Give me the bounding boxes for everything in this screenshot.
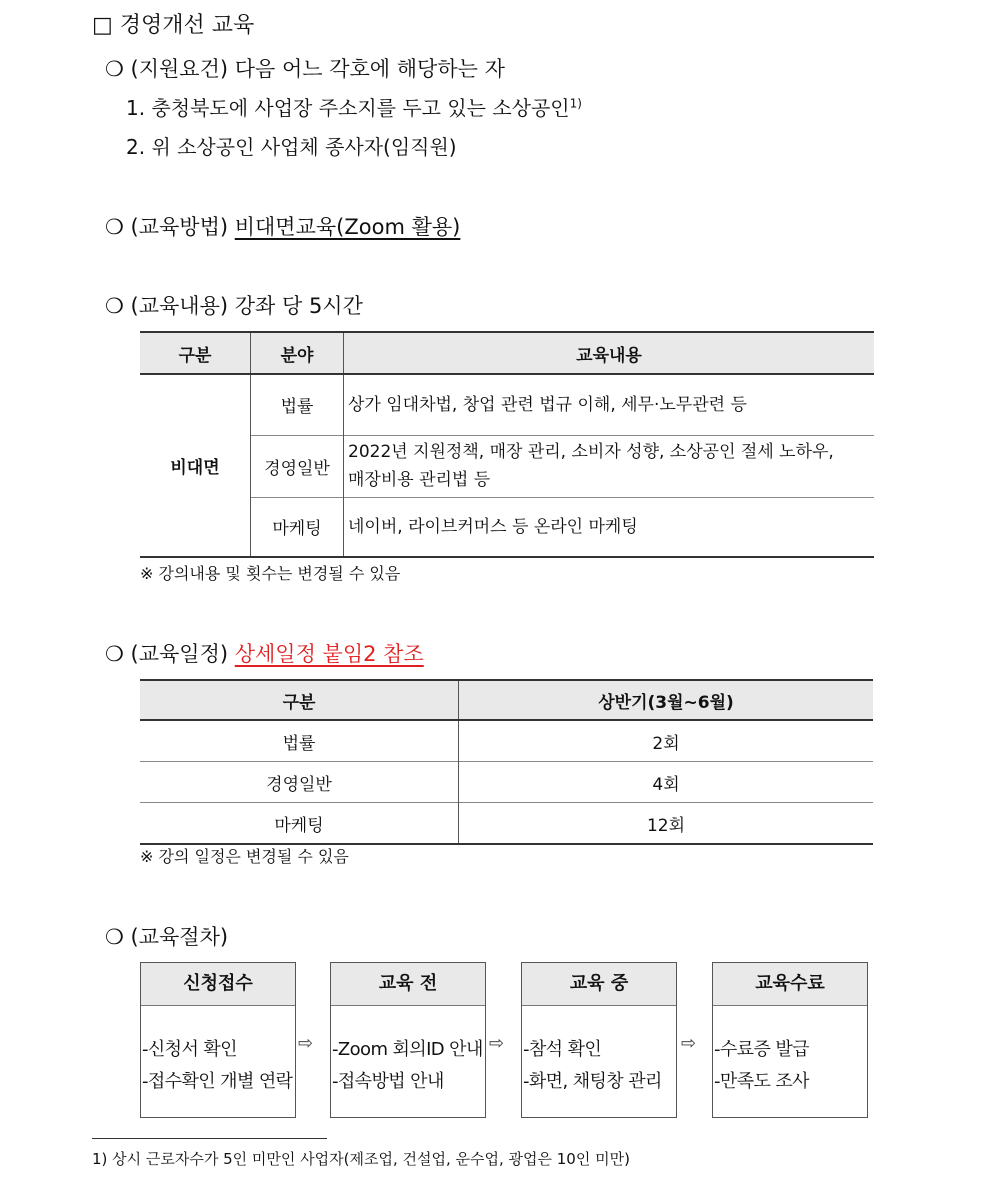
schedule-link[interactable]: 상세일정 붙임2 참조 xyxy=(234,642,424,666)
desc-cell: 2022년 지원정책, 매장 관리, 소비자 성향, 소상공인 절세 노하우, 매장비용 관리법 등 xyxy=(344,435,875,497)
step-title: 교육 중 xyxy=(522,963,676,1006)
step-line: -만족도 조사 xyxy=(714,1071,809,1092)
step-line: -화면, 채팅창 관리 xyxy=(523,1071,662,1092)
table-row xyxy=(140,435,874,497)
step-line: -접수확인 개별 연락 xyxy=(142,1071,293,1092)
table-row xyxy=(140,497,874,557)
arrow-right-icon: ⇨ xyxy=(489,1033,505,1054)
requirement-line xyxy=(105,53,505,83)
content-line xyxy=(105,290,363,320)
bullet-circle-icon: ❍ xyxy=(105,925,124,949)
procedure-step-box xyxy=(330,962,486,1118)
schedule-label: (교육일정) xyxy=(130,642,229,666)
table-header-row xyxy=(140,680,873,720)
method-text: 비대면교육(Zoom 활용) xyxy=(234,215,461,239)
footnote-divider xyxy=(92,1138,327,1139)
step-title: 교육 전 xyxy=(331,963,485,1006)
category-cell: 법률 xyxy=(140,720,459,762)
desc-cell: 상가 임대차법, 창업 관련 법규 이해, 세무·노무관련 등 xyxy=(344,374,875,435)
step-line: -수료증 발급 xyxy=(714,1039,809,1060)
bullet-circle-icon: ❍ xyxy=(105,642,124,666)
field-cell: 경영일반 xyxy=(251,435,344,497)
step-title: 교육수료 xyxy=(713,963,867,1006)
requirement-label: (지원요건) xyxy=(130,57,229,81)
group-cell: 비대면 xyxy=(140,374,251,557)
footnote: 1) 상시 근로자수가 5인 미만인 사업자(제조업, 건설업, 운수업, 광업은 10인 미만) xyxy=(92,1150,630,1168)
schedule-line xyxy=(105,638,424,668)
count-cell: 12회 xyxy=(459,803,874,845)
schedule-note: ※ 강의 일정은 변경될 수 있음 xyxy=(140,847,349,866)
content-note: ※ 강의내용 및 횟수는 변경될 수 있음 xyxy=(140,564,401,583)
requirement-item-2: 2. 위 소상공인 사업체 종사자(임직원) xyxy=(126,135,457,159)
table-row xyxy=(140,720,873,762)
field-cell: 마케팅 xyxy=(251,497,344,557)
bullet-circle-icon: ❍ xyxy=(105,294,124,318)
method-label: (교육방법) xyxy=(130,215,229,239)
procedure-step-box xyxy=(712,962,868,1118)
table-header-row xyxy=(140,332,874,374)
content-label: (교육내용) xyxy=(130,294,229,318)
arrow-right-icon: ⇨ xyxy=(298,1033,314,1054)
table-header: 분야 xyxy=(251,332,344,374)
table-header: 교육내용 xyxy=(344,332,875,374)
field-cell: 법률 xyxy=(251,374,344,435)
procedure-step-box xyxy=(140,962,296,1118)
step-line: -접속방법 안내 xyxy=(332,1071,444,1092)
procedure-line xyxy=(105,921,228,951)
bullet-circle-icon: ❍ xyxy=(105,57,124,81)
desc-cell: 네이버, 라이브커머스 등 온라인 마케팅 xyxy=(344,497,875,557)
arrow-right-icon: ⇨ xyxy=(681,1033,697,1054)
table-row xyxy=(140,762,873,803)
table-header: 상반기(3월~6월) xyxy=(459,680,874,720)
table-header: 구분 xyxy=(140,680,459,720)
method-line xyxy=(105,211,460,241)
count-cell: 2회 xyxy=(459,720,874,762)
step-line: -참석 확인 xyxy=(523,1039,602,1060)
procedure-label: (교육절차) xyxy=(130,925,229,949)
step-title: 신청접수 xyxy=(141,963,295,1006)
content-text: 강좌 당 5시간 xyxy=(234,294,363,318)
content-table xyxy=(140,331,874,558)
step-line: -신청서 확인 xyxy=(142,1039,237,1060)
bullet-circle-icon: ❍ xyxy=(105,215,124,239)
table-row xyxy=(140,374,874,435)
footnote-ref: 1) xyxy=(569,96,582,111)
category-cell: 마케팅 xyxy=(140,803,459,845)
category-cell: 경영일반 xyxy=(140,762,459,803)
schedule-table xyxy=(140,679,873,845)
section-title: □ 경영개선 교육 xyxy=(92,13,255,38)
requirement-text: 다음 어느 각호에 해당하는 자 xyxy=(234,57,505,81)
requirement-item-1: 1. 충청북도에 사업장 주소지를 두고 있는 소상공인$^{1)}$ xyxy=(126,96,582,120)
table-row xyxy=(140,803,873,845)
step-line: -Zoom 회의ID 안내 xyxy=(332,1039,483,1060)
count-cell: 4회 xyxy=(459,762,874,803)
table-header: 구분 xyxy=(140,332,251,374)
procedure-step-box xyxy=(521,962,677,1118)
